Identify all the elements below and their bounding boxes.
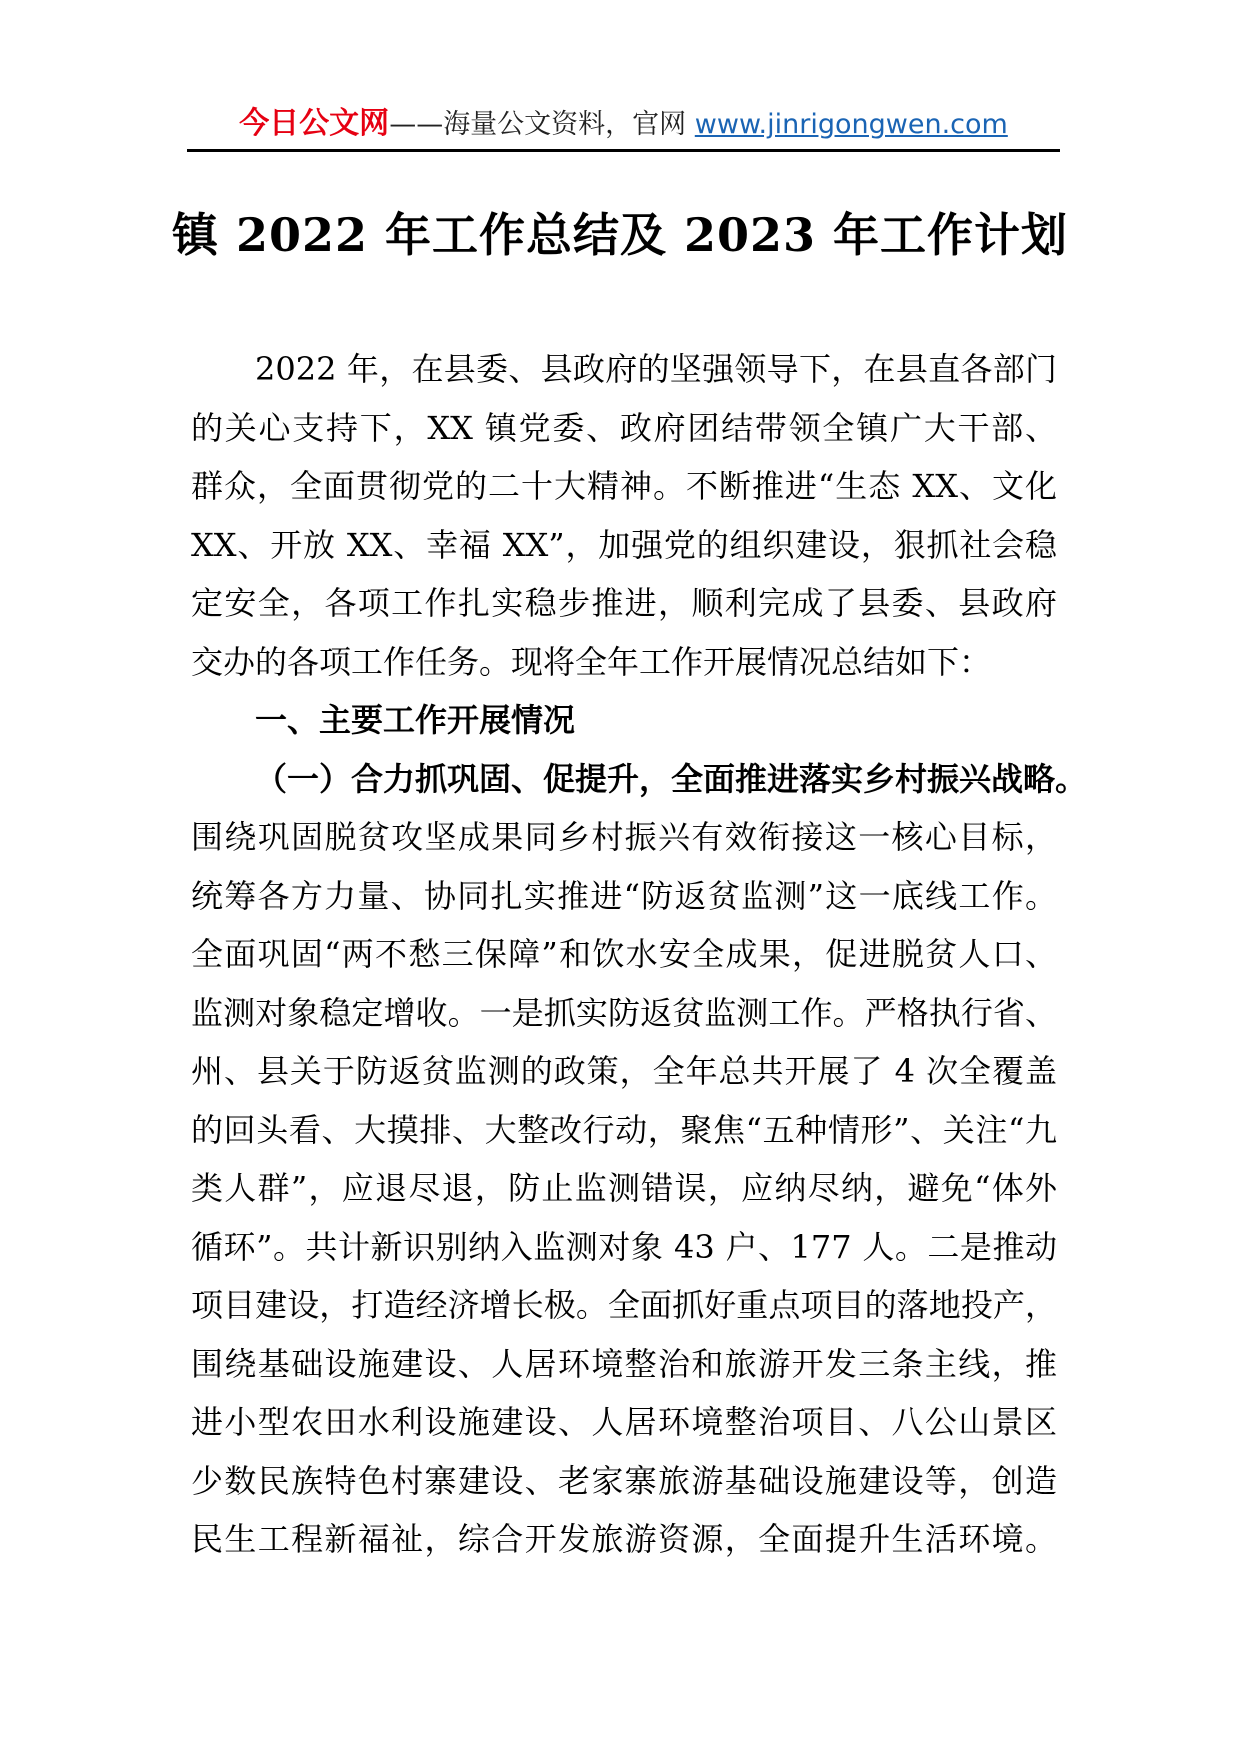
site-url-link[interactable]: www.jinrigongwen.com [694,109,1008,140]
header-divider [187,149,1060,152]
paragraph-line: XX、开放 XX、幸福 XX”，加强党的组织建设，狠抓社会稳 [191,525,1057,564]
subsection-heading: （一）合力抓巩固、促提升，全面推进落实乡村振兴战略。 [255,759,1088,798]
paragraph-line: 监测对象稳定增收。一是抓实防返贫监测工作。严格执行省、 [191,993,1057,1032]
section-heading: 一、主要工作开展情况 [255,701,576,739]
paragraph-line: 围绕巩固脱贫攻坚成果同乡村振兴有效衔接这一核心目标， [191,818,1057,856]
paragraph-line: 群众，全面贯彻党的二十大精神。不断推进“生态 XX、文化 [191,467,1057,505]
paragraph-line: 交办的各项工作任务。现将全年工作开展情况总结如下： [191,642,992,681]
paragraph-line: 少数民族特色村寨建设、老家寨旅游基础设施建设等，创造 [191,1461,1057,1500]
paragraph-line: 进小型农田水利设施建设、人居环境整治项目、八公山景区 [191,1403,1057,1441]
paragraph-line: 2022 年，在县委、县政府的坚强领导下，在县直各部门 [255,350,1057,388]
paragraph-line: 统筹各方力量、协同扎实推进“防返贫监测”这一底线工作。 [191,876,1057,915]
paragraph-line: 项目建设，打造经济增长极。全面抓好重点项目的落地投产， [191,1286,1057,1324]
site-tagline: ——海量公文资料，官网 [389,109,695,140]
document-body [191,340,1088,1569]
paragraph-line: 循环”。共计新识别纳入监测对象 43 户、177 人。二是推动 [191,1227,1057,1266]
paragraph-line: 围绕基础设施建设、人居环境整治和旅游开发三条主线，推 [191,1344,1057,1383]
paragraph-line: 的回头看、大摸排、大整改行动，聚焦“五种情形”、关注“九 [191,1110,1057,1149]
document-title: 镇 2022 年工作总结及 2023 年工作计划 [171,208,1069,262]
paragraph-line: 州、县关于防返贫监测的政策，全年总共开展了 4 次全覆盖 [191,1052,1057,1090]
site-header [187,100,1060,148]
site-brand: 今日公文网 [239,106,390,141]
paragraph-line: 类人群”，应退尽退，防止监测错误，应纳尽纳，避免“体外 [191,1169,1057,1207]
paragraph-line: 全面巩固“两不愁三保障”和饮水安全成果，促进脱贫人口、 [191,935,1057,973]
paragraph-line: 的关心支持下，XX 镇党委、政府团结带领全镇广大干部、 [191,408,1057,447]
paragraph-line: 民生工程新福祉，综合开发旅游资源，全面提升生活环境。 [191,1520,1057,1558]
paragraph-line: 定安全，各项工作扎实稳步推进，顺利完成了县委、县政府 [191,584,1057,622]
